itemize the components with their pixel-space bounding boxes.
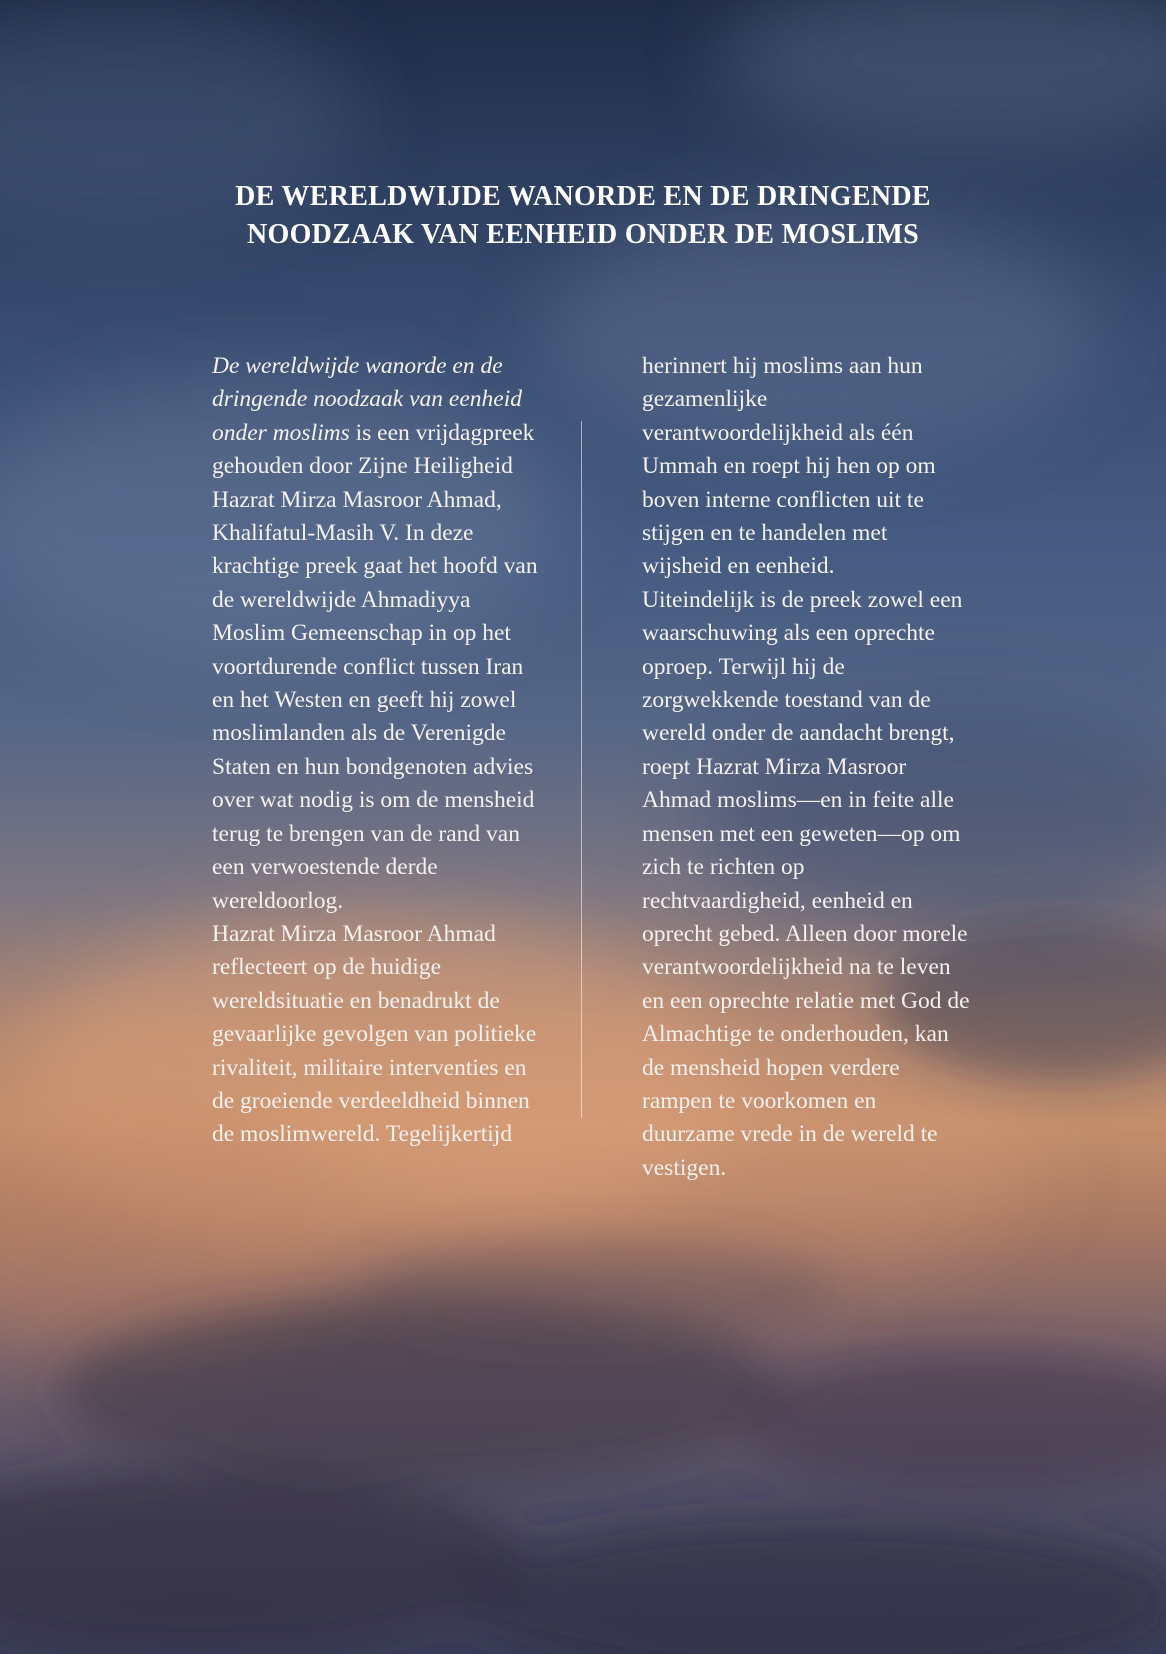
left-paragraph-2: Hazrat Mirza Masroor Ahmad reflecteert op de huidige wereldsituatie en benadrukt de gevaarlijke gevolgen van politieke rivaliteit, militaire interventies en de groeiende verdeeldheid binnen de moslimwereld. Tegelijkertijd [212, 920, 537, 1148]
right-text-column [642, 350, 972, 1185]
right-paragraph-2: Uiteindelijk is de preek zowel een waarschuwing als een oprechte oproep. Terwijl hij de zorgwekkende toestand van de wereld onder de aandacht brengt, roept Hazrat Mirza Masroor Ahmad moslims—en in feite alle mensen met een geweten—op om zich te richten op rechtvaardigheid, eenheid en oprecht gebed. Alleen door morele verantwoordelijkheid na te leven en een oprechte relatie met God de Almachtige te onderhouden, kan de mensheid hopen verdere rampen te voorkomen en duurzame vrede in de wereld te vestigen. [642, 586, 970, 1181]
left-paragraph-1 [212, 350, 542, 918]
column-divider [581, 421, 582, 1118]
right-paragraph-1: herinnert hij moslims aan hun gezamenlijke verantwoordelijkheid als één Ummah en roept hij hen op om boven interne conflicten uit te stijgen en te handelen met wijsheid en eenheid. [642, 353, 936, 580]
title-line-1: DE WERELDWIJDE WANORDE EN DE DRINGENDE [235, 181, 931, 212]
left-paragraph-1-text: is een vrijdagpreek gehouden door Zijne Heiligheid Hazrat Mirza Masroor Ahmad, Khalifatul-Masih V. In deze krachtige preek gaat het hoofd van de wereldwijde Ahmadiyya Moslim Gemeenschap in op het voortdurende conflict tussen Iran en het Westen en geeft hij zowel moslimlanden als de Verenigde Staten en hun bondgenoten advies over wat nodig is om de mensheid terug te brengen van de rand van een verwoestende derde wereldoorlog. [212, 419, 538, 914]
page-title [0, 178, 1166, 254]
left-text-column [212, 350, 542, 1152]
title-line-2: NOODZAAK VAN EENHEID ONDER DE MOSLIMS [246, 219, 920, 250]
book-title-italic: De wereldwijde wanorde en de dringende noodzaak van eenheid onder moslims [212, 353, 522, 446]
